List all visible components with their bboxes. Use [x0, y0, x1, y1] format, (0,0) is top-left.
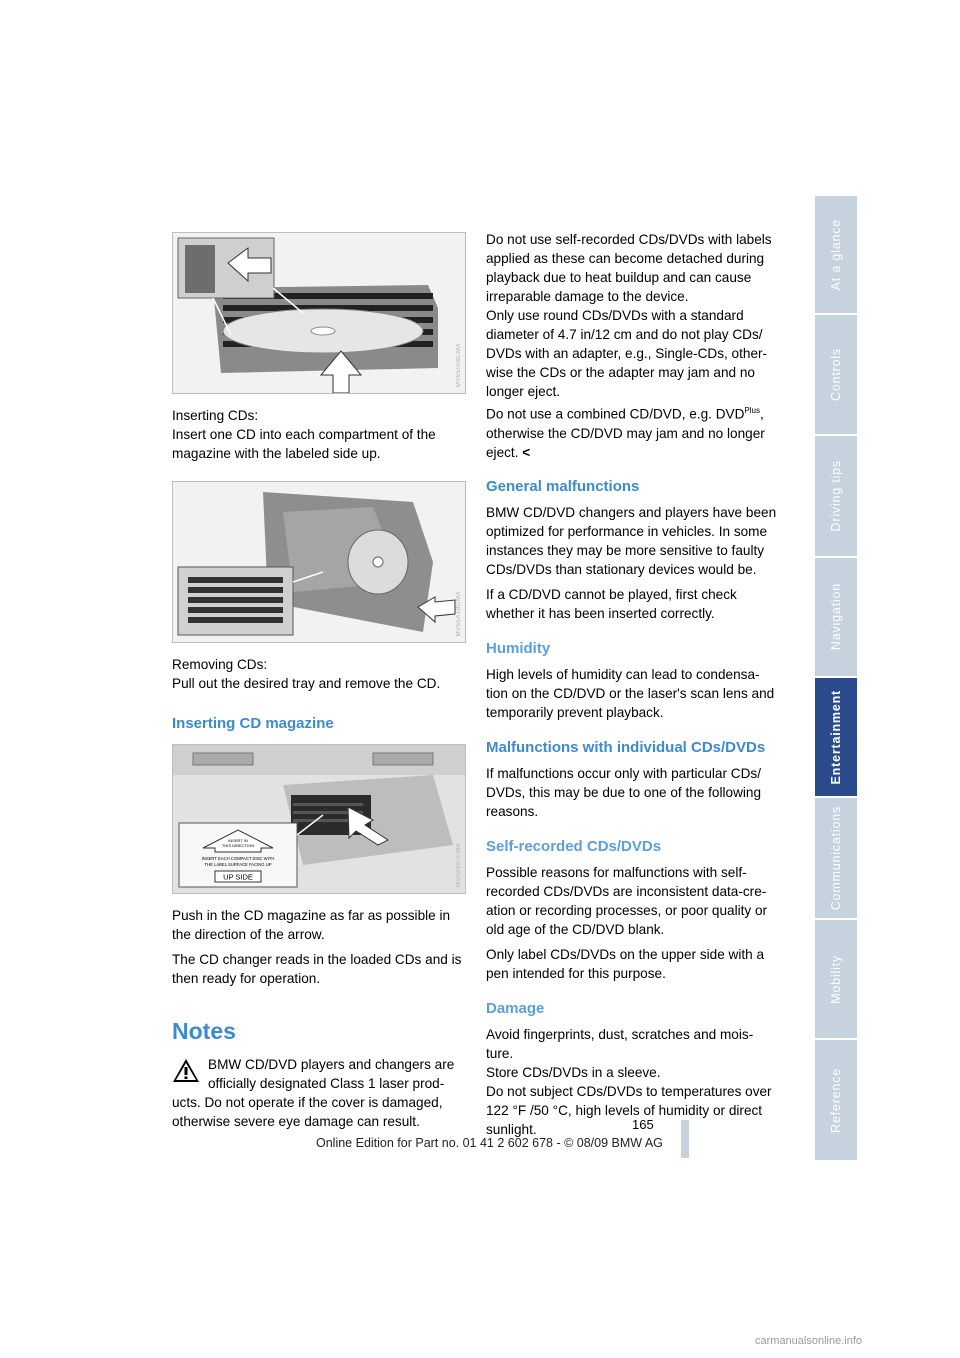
label-small-2: THIS DIRECTION — [221, 843, 255, 848]
heading-humidity: Humidity — [486, 639, 551, 657]
figure-magazine-slot — [172, 744, 466, 894]
footer-edition: Online Edition for Part no. 01 41 2 602 678 - © 08/09 BMW AG — [316, 1136, 663, 1150]
paragraph-push-magazine: Push in the CD magazine as far as possible in the direction of the arrow. — [172, 908, 451, 942]
tab-reference[interactable]: Reference — [829, 1067, 843, 1133]
paragraph-general: BMW CD/DVD changers and players have been optimized for performance in vehicles. In some instances they may be more sensitive to faulty CDs/DVDs than stationary devices would be. — [486, 504, 777, 577]
tab-navigation[interactable]: Navigation — [815, 558, 857, 678]
warning-line-2: officially designated Class 1 laser prod- — [208, 1076, 445, 1091]
figure-cd-tray-remove-drawing — [173, 482, 465, 642]
figure-code: MV65A1BCMA — [456, 590, 462, 636]
heading-malfunctions-individual: Malfunctions with individual CDs/DVDs — [486, 738, 766, 756]
tab-driving-tips[interactable]: Driving tips — [815, 436, 857, 558]
tab-controls[interactable]: Controls — [815, 315, 857, 436]
left-column — [172, 232, 464, 1131]
right-column — [486, 230, 780, 1139]
figure-code: MV65008CMA — [456, 342, 462, 387]
heading-notes: Notes — [172, 1018, 236, 1044]
heading-damage: Damage — [486, 999, 545, 1017]
tab-mobility[interactable]: Mobility — [815, 920, 857, 1040]
figure-cd-tray-remove — [172, 481, 466, 643]
figure-cd-magazine-insert — [172, 232, 466, 394]
warning-line-4: otherwise severe eye damage can result. — [172, 1114, 420, 1129]
end-mark: < — [522, 444, 531, 460]
warning-triangle-icon — [172, 1058, 200, 1083]
label-small-1: INSERT IN — [228, 838, 248, 843]
paragraph-label-pen: Only label CDs/DVDs on the upper side with a pen intended for this purpose. — [486, 946, 765, 981]
warning-line-1: BMW CD/DVD players and changers are — [208, 1057, 455, 1072]
page-marker-bar — [681, 1120, 689, 1158]
paragraph-self-recorded: Possible reasons for malfunctions with self- recorded CDs/DVDs are inconsistent data-cre- ation or recording processes, or poor quality or old age of the CD/DVD blank. — [486, 864, 768, 937]
paragraph-individual: If malfunctions occur only with particular CDs/ DVDs, this may be due to one of the following reasons. — [486, 765, 762, 819]
paragraph-changer-reads: The CD changer reads in the loaded CDs and is then ready for operation. — [172, 952, 462, 986]
heading-general-malfunctions: General malfunctions — [486, 477, 640, 495]
paragraph-damage: Avoid fingerprints, dust, scratches and mois- ture. Store CDs/DVDs in a sleeve. Do not subject CDs/DVDs to temperatures over 122 °F /50 °C, high levels of humidity or direct sunlight. — [486, 1026, 772, 1137]
label-up-side: UP SIDE — [223, 872, 253, 882]
figure-code: MV02307CMA — [456, 842, 462, 887]
figure-magazine-slot-drawing — [173, 745, 465, 893]
warning-line-3: ucts. Do not operate if the cover is damaged, — [172, 1095, 443, 1110]
tab-at-a-glance[interactable]: At a glance — [815, 196, 857, 315]
label-text-2: THE LABEL SURFACE FACING UP — [204, 862, 272, 867]
figure-cd-magazine-insert-drawing — [173, 233, 465, 393]
caption-inserting-cds: Inserting CDs: Insert one CD into each compartment of the magazine with the labeled side up. — [172, 408, 436, 461]
heading-self-recorded: Self-recorded CDs/DVDs — [486, 837, 662, 855]
paragraph-humidity: High levels of humidity can lead to condensa- tion on the CD/DVD or the laser's scan lens and temporarily prevent playback. — [486, 666, 775, 720]
watermark: carmanualsonline.info — [755, 1335, 863, 1347]
tab-entertainment[interactable]: Entertainment — [815, 678, 857, 798]
page-number: 165 — [632, 1117, 654, 1132]
heading-inserting-cd-magazine: Inserting CD magazine — [172, 715, 334, 732]
chapter-sidebar — [815, 196, 857, 1160]
caption-removing-cds: Removing CDs: Pull out the desired tray and remove the CD. — [172, 657, 441, 691]
paragraph-self-recorded-labels: Do not use self-recorded CDs/DVDs with labels applied as these can become detached during playback due to heat buildup and can cause irreparable damage to the device. Only use round CDs/DVDs with a standard diameter of 4.7 in/12 cm and do not play CDs/ DVDs with an adapter, e.g., Single-CDs, other- wise the CDs or the adapter may jam and no longer eject. Do not use a combined CD/DVD, e.g. $DVD^{Plus}$, otherwise the CD/DVD may jam and no longer eject. < — [486, 232, 772, 460]
warning-laser — [172, 1055, 464, 1131]
tab-communications[interactable]: Communications — [815, 798, 857, 920]
label-text-1: INSERT EACH COMPACT DISC WITH — [201, 856, 275, 861]
paragraph-check-inserted: If a CD/DVD cannot be played, first check whether it has been inserted correctly. — [486, 586, 737, 621]
